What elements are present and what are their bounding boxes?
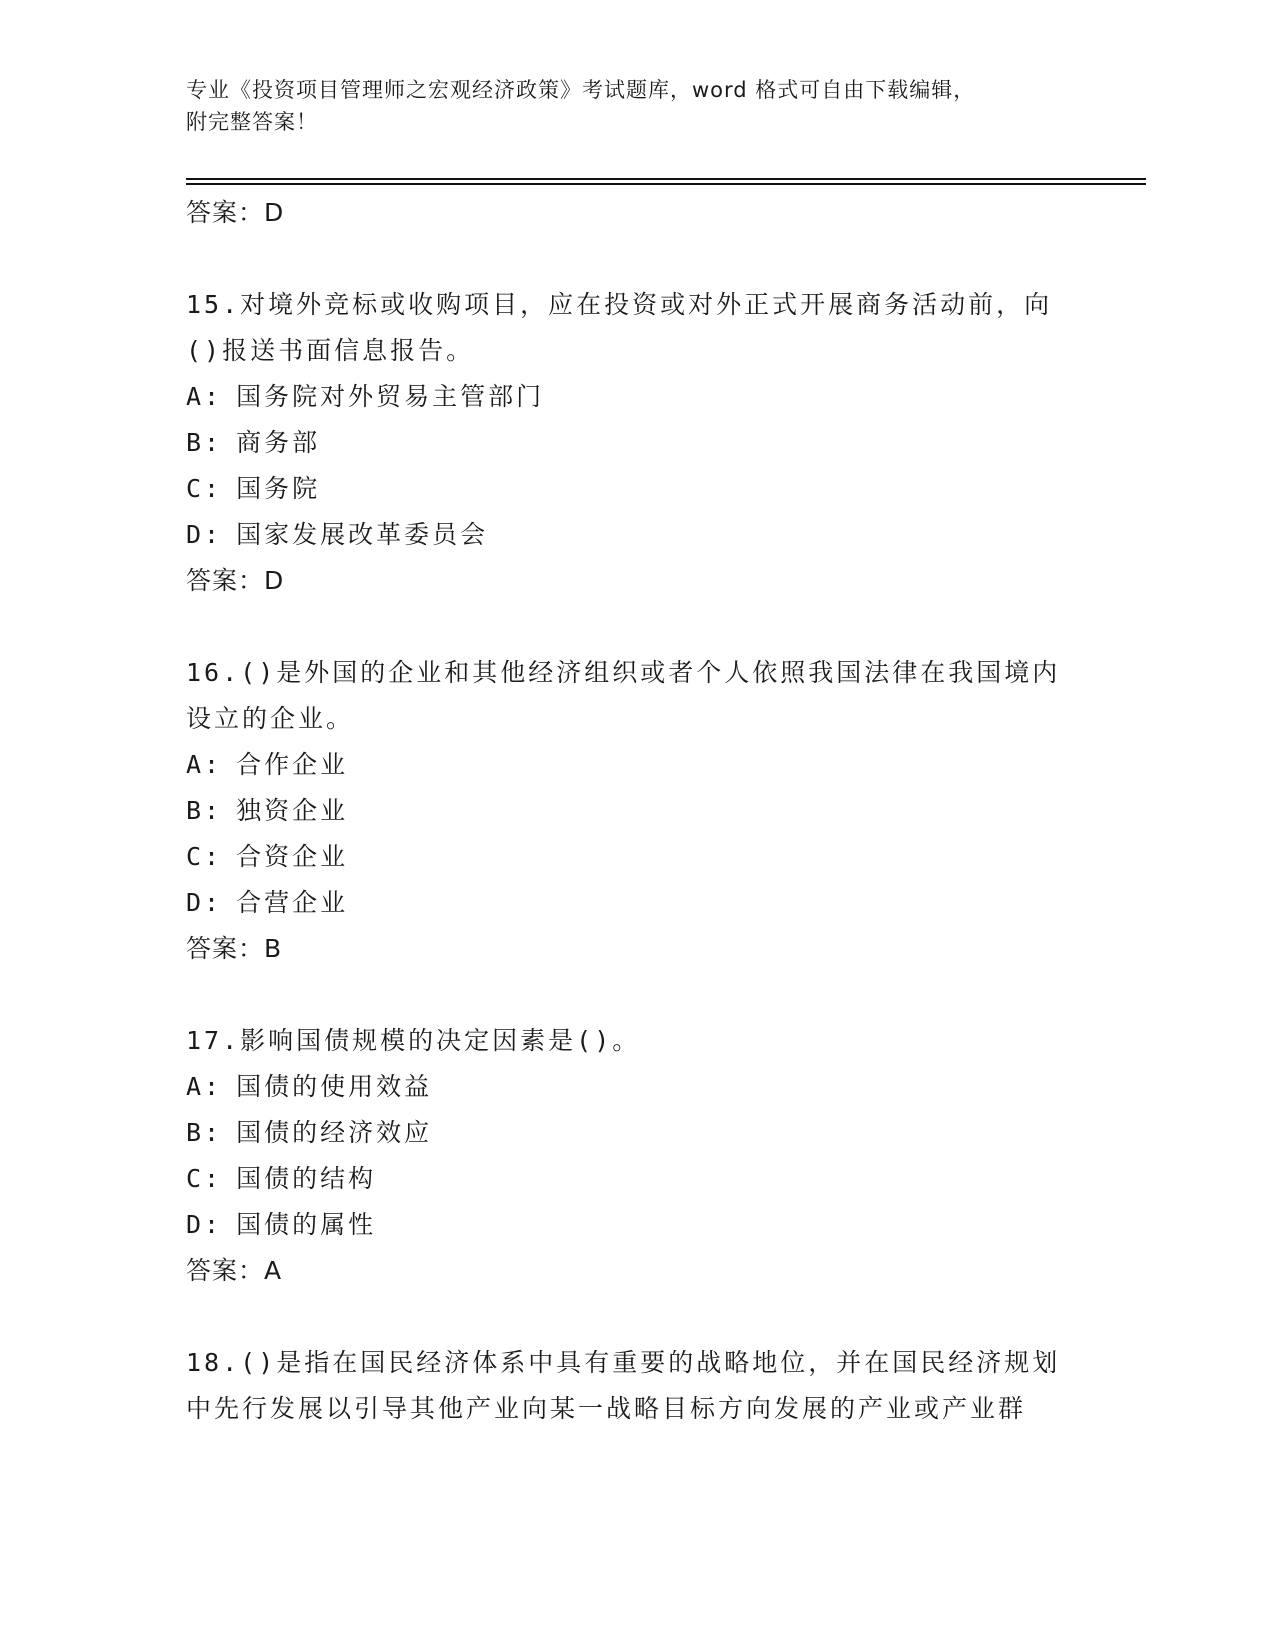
answer-line: 答案：D — [186, 566, 285, 595]
option-key: C: — [186, 1164, 223, 1193]
option-text: 国务院 — [236, 474, 321, 503]
question-17 — [186, 1018, 1086, 1294]
option-text: 国债的属性 — [236, 1210, 377, 1239]
option-key: B: — [186, 796, 223, 825]
option-key: A: — [186, 750, 223, 779]
option-a — [186, 1064, 1086, 1110]
question-text: 18.()是指在国民经济体系中具有重要的战略地位，并在国民经济规划中先行发展以引导其他产业向某一战略目标方向发展的产业或产业群 — [186, 1348, 1061, 1423]
option-text: 合营企业 — [236, 888, 349, 917]
option-key: B: — [186, 428, 223, 457]
question-text: 16.()是外国的企业和其他经济组织或者个人依照我国法律在我国境内设立的企业。 — [186, 658, 1061, 733]
option-b — [186, 788, 1086, 834]
option-a — [186, 374, 1086, 420]
option-b — [186, 1110, 1086, 1156]
option-text: 国债的结构 — [236, 1164, 377, 1193]
option-text: 合资企业 — [236, 842, 349, 871]
option-text: 合作企业 — [236, 750, 349, 779]
question-text: 17.影响国债规模的决定因素是()。 — [186, 1026, 641, 1055]
option-text: 国家发展改革委员会 — [236, 520, 489, 549]
option-text: 国务院对外贸易主管部门 — [236, 382, 545, 411]
option-c — [186, 466, 1086, 512]
document-header — [186, 74, 1086, 138]
header-line-2: 附完整答案！ — [186, 110, 318, 134]
question-list — [186, 190, 1086, 1432]
option-text: 商务部 — [236, 428, 321, 457]
answer-line: 答案：A — [186, 1256, 283, 1285]
option-key: C: — [186, 474, 223, 503]
option-a — [186, 742, 1086, 788]
answer-line: 答案：D — [186, 198, 285, 227]
answer-line: 答案：B — [186, 934, 283, 963]
question-16 — [186, 650, 1086, 972]
option-text: 国债的使用效益 — [236, 1072, 433, 1101]
option-b — [186, 420, 1086, 466]
option-d — [186, 512, 1086, 558]
option-key: D: — [186, 520, 223, 549]
option-key: D: — [186, 1210, 223, 1239]
option-c — [186, 1156, 1086, 1202]
option-c — [186, 834, 1086, 880]
option-d — [186, 1202, 1086, 1248]
question-15 — [186, 282, 1086, 604]
header-divider-top — [186, 178, 1146, 180]
option-key: A: — [186, 382, 223, 411]
header-line-1: 专业《投资项目管理师之宏观经济政策》考试题库，word 格式可自由下载编辑， — [186, 78, 976, 102]
option-d — [186, 880, 1086, 926]
option-key: D: — [186, 888, 223, 917]
question-18 — [186, 1340, 1086, 1432]
option-key: C: — [186, 842, 223, 871]
option-text: 独资企业 — [236, 796, 349, 825]
option-key: A: — [186, 1072, 223, 1101]
option-key: B: — [186, 1118, 223, 1147]
question-text: 15.对境外竞标或收购项目，应在投资或对外正式开展商务活动前，向()报送书面信息报告。 — [186, 290, 1053, 365]
option-text: 国债的经济效应 — [236, 1118, 433, 1147]
header-divider-bottom — [186, 183, 1146, 185]
